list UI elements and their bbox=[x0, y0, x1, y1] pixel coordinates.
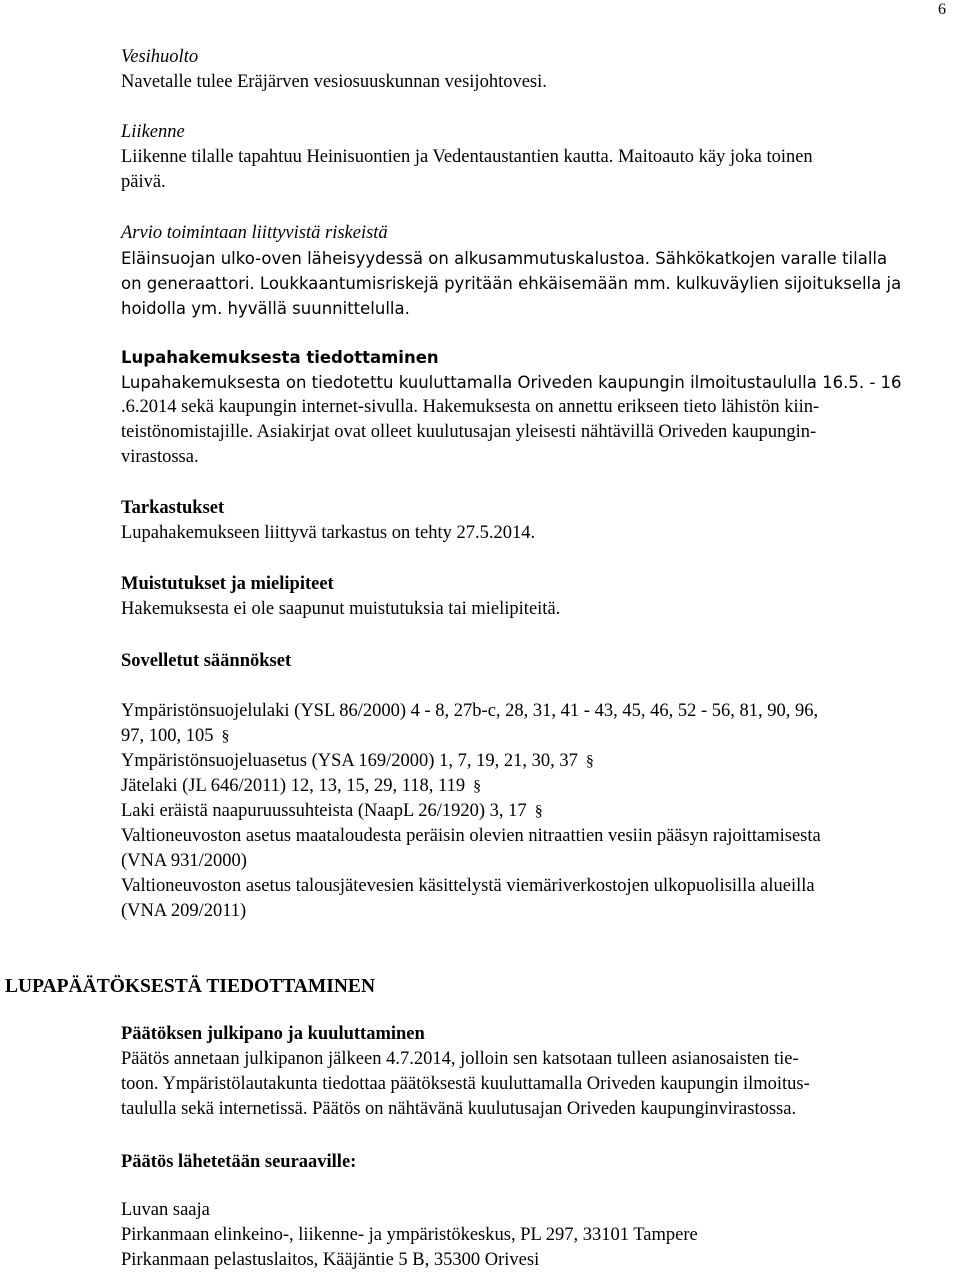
paragraph-line: Päätös annetaan julkipanon jälkeen 4.7.2014, jolloin sen katsotaan tulleen asianosaisten tie- bbox=[121, 1049, 799, 1069]
regulation-item: Ympäristönsuojelulaki (YSL 86/2000) 4 - 8, 27b-c, 28, 31, 41 - 43, 45, 46, 52 - 56, 81, 90, 96, bbox=[121, 701, 819, 721]
section-heading: Lupahakemuksesta tiedottaminen bbox=[121, 348, 439, 367]
section-lahetetaan bbox=[121, 1150, 954, 1175]
main-heading: LUPAPÄÄTÖKSESTÄ TIEDOTTAMINEN bbox=[5, 976, 376, 997]
regulation-list bbox=[121, 699, 954, 924]
section-tiedottaminen bbox=[121, 345, 954, 470]
regulation-item: (VNA 209/2011) bbox=[121, 901, 247, 921]
section-heading: Tarkastukset bbox=[121, 498, 225, 518]
section-tarkastukset bbox=[121, 496, 954, 546]
section-heading: Vesihuolto bbox=[121, 47, 199, 67]
recipient-item: Luvan saaja bbox=[121, 1200, 210, 1220]
section-heading: Liikenne bbox=[121, 122, 185, 142]
paragraph-line: taululla sekä internetissä. Päätös on nähtävänä kuulutusajan Oriveden kaupunginvirastossa. bbox=[121, 1099, 797, 1119]
page-number: 6 bbox=[938, 1, 946, 18]
paragraph-line: Liikenne tilalle tapahtuu Heinisuontien ja Vedentaustantien kautta. Maitoauto käy joka toinen bbox=[121, 147, 813, 167]
section-saannokset bbox=[121, 649, 954, 674]
recipient-item: Pirkanmaan elinkeino-, liikenne- ja ympäristökeskus, PL 297, 33101 Tampere bbox=[121, 1225, 698, 1245]
section-heading: Arvio toimintaan liittyvistä riskeistä bbox=[121, 223, 388, 243]
regulation-item: Valtioneuvoston asetus maataloudesta peräisin olevien nitraattien vesiin pääsyn rajoittamisesta bbox=[121, 826, 821, 846]
recipient-list bbox=[121, 1198, 954, 1273]
regulation-item: Laki eräistä naapuruussuhteista (NaapL 26/1920) 3, 17 § bbox=[121, 799, 954, 824]
regulation-item: 97, 100, 105 § bbox=[121, 724, 954, 749]
paragraph-line: Lupahakemukseen liittyvä tarkastus on tehty 27.5.2014. bbox=[121, 523, 536, 543]
section-heading: Päätös lähetetään seuraaville: bbox=[121, 1152, 357, 1172]
paragraph-line: hoidolla ym. hyvällä suunnittelulla. bbox=[121, 299, 410, 318]
paragraph-line: Navetalle tulee Eräjärven vesiosuuskunnan vesijohtovesi. bbox=[121, 72, 547, 92]
section-liikenne bbox=[121, 120, 954, 195]
regulation-item: (VNA 931/2000) bbox=[121, 851, 247, 871]
section-sign: § bbox=[534, 803, 543, 820]
paragraph-line: Eläinsuojan ulko-oven läheisyydessä on alkusammutuskalustoa. Sähkökatkojen varalle tilalla bbox=[121, 249, 888, 268]
section-sign: § bbox=[473, 778, 482, 795]
regulation-item: Valtioneuvoston asetus talousjätevesien käsittelystä viemäriverkostojen ulkopuolisilla alueilla bbox=[121, 876, 815, 896]
section-julkipano bbox=[121, 1022, 954, 1122]
section-heading: Sovelletut säännökset bbox=[121, 651, 292, 671]
section-vesihuolto bbox=[121, 45, 954, 95]
paragraph-line: Hakemuksesta ei ole saapunut muistutuksia tai mielipiteitä. bbox=[121, 599, 561, 619]
paragraph-line: päivä. bbox=[121, 172, 166, 192]
section-muistutukset bbox=[121, 572, 954, 622]
paragraph-line: virastossa. bbox=[121, 447, 199, 467]
section-arvio bbox=[121, 221, 954, 321]
section-heading: Muistutukset ja mielipiteet bbox=[121, 574, 334, 594]
regulation-item: Ympäristönsuojeluasetus (YSA 169/2000) 1, 7, 19, 21, 30, 37 § bbox=[121, 749, 954, 774]
section-sign: § bbox=[221, 728, 230, 745]
regulation-item: Jätelaki (JL 646/2011) 12, 13, 15, 29, 118, 119 § bbox=[121, 774, 954, 799]
paragraph-line: on generaattori. Loukkaantumisriskejä pyritään ehkäisemään mm. kulkuväylien sijoituksella ja bbox=[121, 274, 902, 293]
paragraph-line: toon. Ympäristölautakunta tiedottaa päätöksestä kuuluttamalla Oriveden kaupungin ilmoitus- bbox=[121, 1074, 810, 1094]
paragraph-line: teistönomistajille. Asiakirjat ovat olleet kuulutusajan yleisesti nähtävillä Oriveden kaupungin- bbox=[121, 422, 817, 442]
paragraph-line: Lupahakemuksesta on tiedotettu kuuluttamalla Oriveden kaupungin ilmoitustaululla 16.5. - 16 bbox=[121, 373, 902, 392]
paragraph-line: .6.2014 sekä kaupungin internet-sivulla. Hakemuksesta on annettu erikseen tieto lähistön kiin- bbox=[121, 397, 820, 417]
recipient-item: Pirkanmaan pelastuslaitos, Kääjäntie 5 B, 35300 Orivesi bbox=[121, 1250, 540, 1270]
section-sign: § bbox=[585, 753, 594, 770]
section-heading: Päätöksen julkipano ja kuuluttaminen bbox=[121, 1024, 425, 1044]
